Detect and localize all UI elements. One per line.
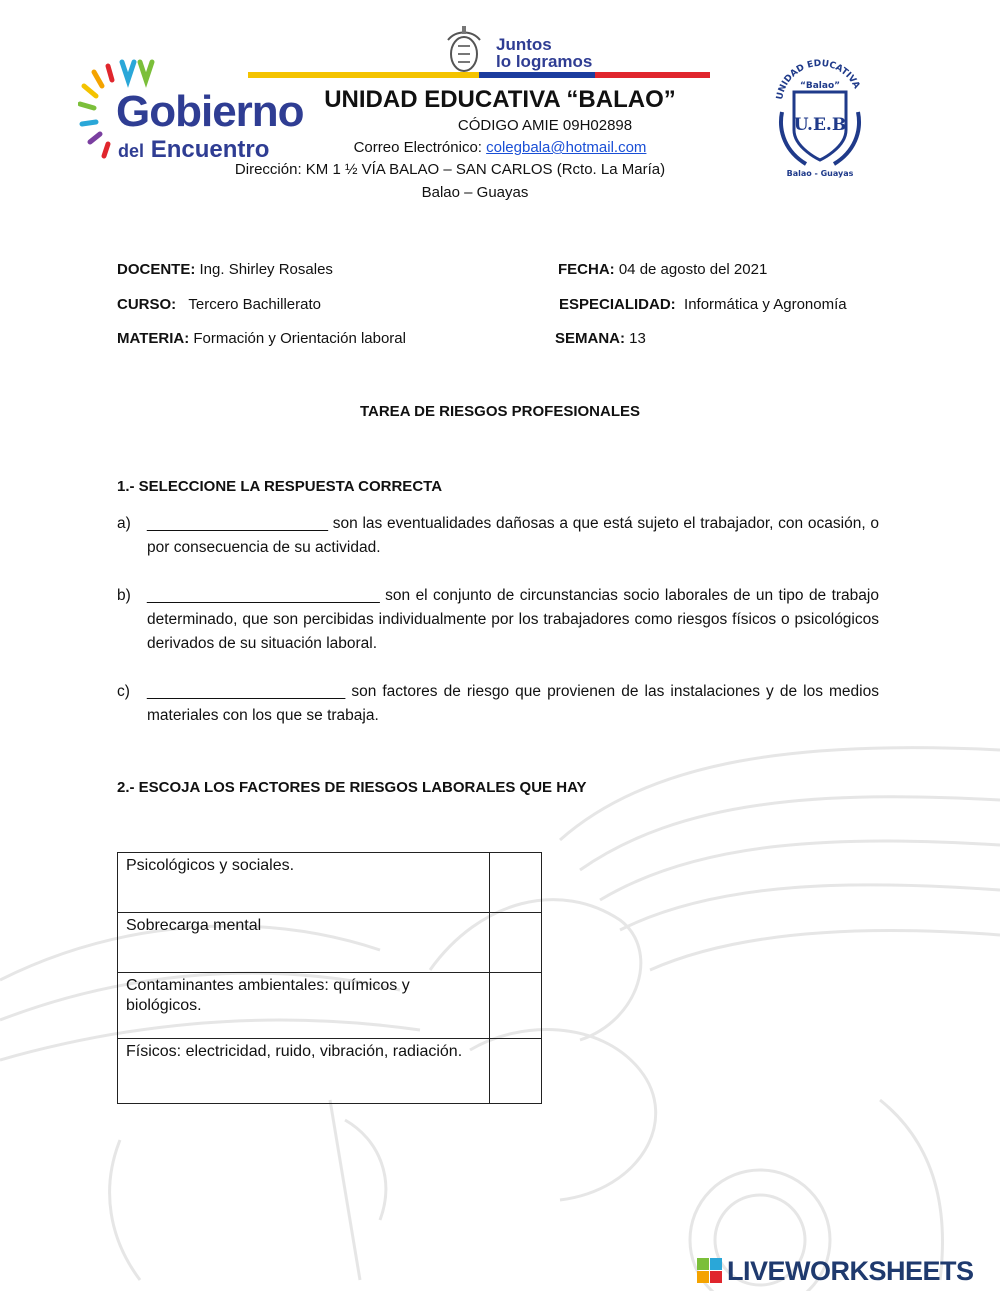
city: Balao – Guayas: [421, 184, 529, 201]
question-1-title: 1.- SELECCIONE LA RESPUESTA CORRECTA: [117, 478, 443, 495]
option-text: Contaminantes ambientales: químicos y biológicos.: [118, 973, 490, 1039]
option-text: Sobrecarga mental: [118, 913, 490, 973]
question-1-item-c: [117, 680, 879, 728]
live-badge-icon: [697, 1258, 723, 1284]
docente-row: [117, 260, 333, 280]
question-1-item-b: [117, 584, 879, 656]
risk-factors-table: [117, 852, 542, 1104]
curso-value: Tercero Bachillerato: [176, 296, 321, 313]
email-label: Correo Electrónico:: [353, 139, 487, 156]
answer-box[interactable]: [490, 1039, 542, 1104]
ueb-school-seal: [772, 52, 868, 182]
answer-box[interactable]: [490, 853, 542, 913]
docente-value: Ing. Shirley Rosales: [195, 261, 333, 278]
especialidad-value: Informática y Agronomía: [675, 296, 847, 313]
table-row: [118, 853, 542, 913]
curso-label: CURSO:: [117, 296, 177, 313]
question-1-item-a: [117, 512, 879, 560]
national-shield-icon: [444, 26, 484, 76]
school-name: UNIDAD EDUCATIVA “BALAO”: [324, 86, 676, 113]
semana-row: [555, 329, 646, 349]
option-text: Psicológicos y sociales.: [118, 853, 490, 913]
seal-top-text: UNIDAD EDUCATIVA: [775, 58, 862, 101]
table-row: [118, 913, 542, 973]
item-label: c): [117, 683, 130, 700]
item-text: _______________________ son factores de riesgo que provienen de las instalaciones y de los medios materiales con los que se trabaja.: [147, 683, 879, 724]
liveworksheets-logo[interactable]: [697, 1256, 997, 1286]
tricolor-yellow: [248, 72, 479, 78]
answer-box[interactable]: [490, 913, 542, 973]
item-label: b): [117, 587, 131, 604]
lo-logramos-line: lo logramos: [496, 52, 593, 71]
semana-label: SEMANA:: [555, 330, 625, 347]
juntos-lo-logramos-text: [496, 36, 592, 70]
materia-value: Formación y Orientación laboral: [189, 330, 406, 347]
fecha-value: 04 de agosto del 2021: [614, 261, 768, 278]
tricolor-red: [595, 72, 710, 78]
svg-text:UNIDAD EDUCATIVA: [775, 59, 861, 101]
encuentro-word: Encuentro: [150, 136, 270, 163]
item-text: _____________________ son las eventualidades dañosas a que está sujeto el trabajador, con ocasión, o por consecuencia de su actividad.: [147, 515, 879, 556]
address: Dirección: KM 1 ½ VÍA BALAO – SAN CARLOS (Rcto. La María): [234, 161, 666, 178]
especialidad-label: ESPECIALIDAD:: [559, 296, 676, 313]
fecha-row: [558, 260, 767, 280]
materia-label: MATERIA:: [117, 330, 190, 347]
materia-row: [117, 329, 406, 349]
amie-code: CÓDIGO AMIE 09H02898: [457, 117, 633, 134]
gobierno-wordmark: Gobierno: [116, 87, 304, 136]
fecha-label: FECHA:: [558, 261, 615, 278]
question-2-title: 2.- ESCOJA LOS FACTORES DE RIESGOS LABORALES QUE HAY: [117, 779, 587, 796]
curso-row: [117, 295, 321, 315]
table-row: [118, 1039, 542, 1104]
task-title: TAREA DE RIESGOS PROFESIONALES: [359, 403, 641, 420]
seal-initials: U.E.B: [793, 115, 847, 135]
answer-box[interactable]: [490, 973, 542, 1039]
del-word: del: [118, 141, 145, 161]
item-text: ___________________________ son el conjunto de circunstancias socio laborales de un tipo de trabajo determinado, que son percibidas individualmente por los trabajadores como riesgos físicos o psicológicos derivados de su situación laboral.: [147, 587, 879, 652]
docente-label: DOCENTE:: [117, 261, 196, 278]
tricolor-bar: [248, 72, 710, 78]
table-row: [118, 973, 542, 1039]
semana-value: 13: [625, 330, 646, 347]
email-link[interactable]: colegbala@hotmail.com: [486, 139, 647, 156]
especialidad-row: [559, 295, 847, 315]
option-text: Físicos: electricidad, ruido, vibración, radiación.: [118, 1039, 490, 1104]
liveworksheets-wordmark: LIVEWORKSHEETS: [727, 1256, 974, 1286]
juntos-line: Juntos: [496, 35, 552, 54]
seal-bottom-text: Balao - Guayas: [786, 169, 854, 178]
seal-name-text: “Balao”: [799, 81, 841, 91]
item-label: a): [117, 515, 131, 532]
tricolor-blue: [479, 72, 595, 78]
